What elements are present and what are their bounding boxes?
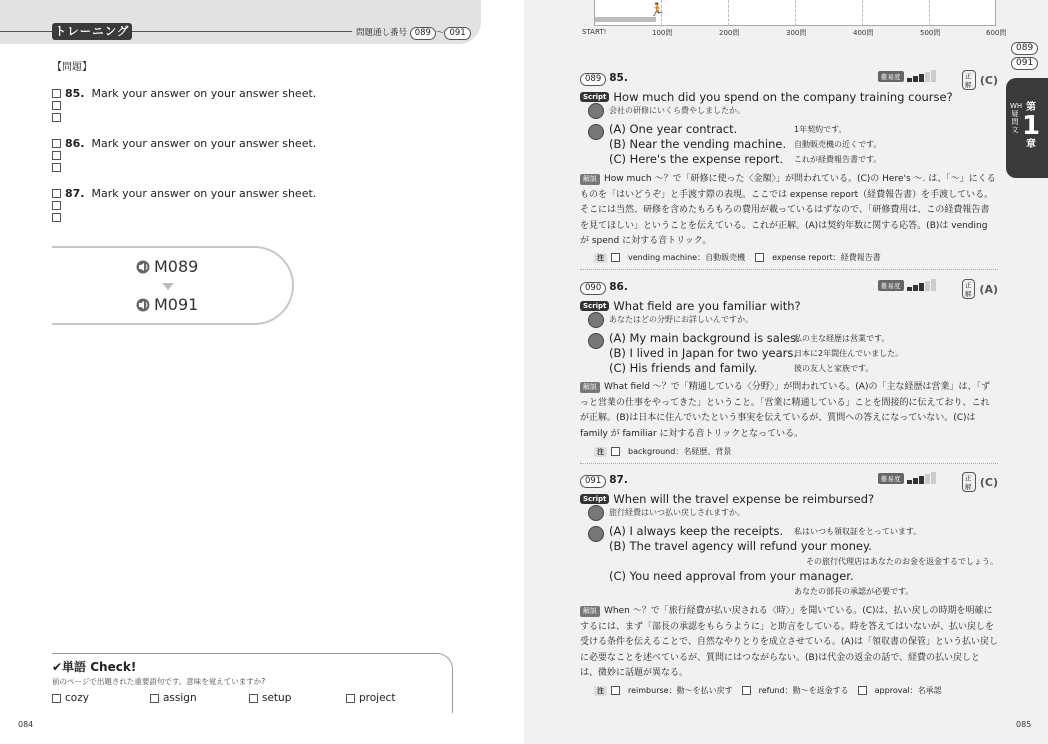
vocab-check-box [52,653,453,713]
item-header: 091 87. 難易度 正解 (C) [580,474,998,488]
vocab-word[interactable]: cozy [52,692,89,704]
answer-badge: 正解 (C) [962,472,998,492]
progress-label: 100問 [652,29,673,37]
question-translation: あなたはどの分野にお詳しいんですか。 [609,315,753,324]
mondai-label: 【問題】 [52,62,92,73]
progress-track [582,0,1007,38]
difficulty-rating: 難易度 [878,70,936,82]
audio-track-end[interactable]: M091 [136,295,198,314]
progress-label: 300問 [786,29,807,37]
vocab-word[interactable]: assign [150,692,197,704]
speaker-icon [136,260,152,274]
script-question: Script How much did you spend on the company training course? [580,90,953,104]
question-87: 87. Mark your answer on your answer sheet. [52,187,316,223]
answer-badge: 正解 (A) [962,279,998,299]
question-85: 85. Mark your answer on your answer sheet. [52,87,316,123]
vocab-word[interactable]: setup [249,692,291,704]
page-number-right: 085 [1016,720,1032,729]
answer-checkbox[interactable] [52,163,61,172]
category-label: WH疑問文 [1010,102,1023,134]
vocab-checkbox[interactable] [150,694,159,703]
australia-flag-icon [588,124,604,140]
question-range: 問題通し番号 089 〜 091 [356,26,471,40]
difficulty-bars [907,472,936,484]
runner-icon: 🏃 [649,3,666,18]
chapter-number: 1 [1021,111,1041,141]
answer-checkbox[interactable] [52,89,61,98]
progress-label: 500問 [920,29,941,37]
page-number-left: 084 [18,720,34,729]
answer-checkbox[interactable] [52,213,61,222]
progress-label: START! [582,28,607,36]
item-header: 090 86. 難易度 正解 (A) [580,281,998,295]
chapter-tab[interactable]: WH疑問文 第 1 章 [1006,78,1048,178]
note-checkbox[interactable] [755,253,764,262]
notes: 注 vending machine：自動販売機 expense report：経費報告書 [594,252,881,263]
left-header [0,0,481,44]
progress-label: 200問 [719,29,740,37]
script-question: Script When will the travel expense be reimbursed? [580,492,874,506]
answer-checkbox[interactable] [52,201,61,210]
us-flag-icon [588,333,604,349]
difficulty-bars [907,70,936,82]
vocab-word[interactable]: project [346,692,395,704]
vocab-subtitle: 前のページで出題された重要語句です。意味を覚えていますか? [52,677,266,686]
arrow-down-icon [162,283,174,290]
progress-label: 400問 [853,29,874,37]
explanation: 解説 When 〜？で「旅行経費が払い戻される〈時〉」を聞いている。(C)は、払い戻しの時期を明確にするには、まず「部長の承認をもらうように」と助言をしている。時を答えてはいないが、払い戻しを受ける条件を伝えることで、自然なやりとりを成立させている。(A)は「領収書の保管」という払い戻しに必要なことを述べているが、質問にはつながらない。(B)は代金の返金の話で、経費の払い戻しとは、微妙に話題が異なる。 [580,606,998,678]
vocab-checkbox[interactable] [249,694,258,703]
explanation: 解説 How much 〜？で「研修に使った〈金額〉」が問われている。(C)の Here's 〜. は、「〜」にくるものを「はいどうぞ」と手渡す際の表現。ここでは expense report（経費報告書）を手渡している。そこには当然、研修を含めたもろもろの費用が載っているはずなので、「研修費用は、この経費報告書を見てほしい」ということを伝えている。これが正解。(A)は契約年数に関する応答。(B)は vending が spend に対する音トリック。 [580,174,996,246]
difficulty-bars [907,279,936,291]
audio-track-box [52,246,294,325]
answer-badge: 正解 (C) [962,70,998,90]
note-checkbox[interactable] [742,686,751,695]
question-translation: 旅行経費はいつ払い戻しされますか。 [609,508,745,517]
item-header: 089 85. 難易度 正解 (C) [580,72,998,86]
us-flag-icon [588,505,604,521]
note-checkbox[interactable] [611,253,620,262]
progress-label: 600問 [986,29,1007,37]
notes: 注 reimburse：動〜を払い戻す refund：動〜を返金する approval：名承認 [594,685,942,696]
note-checkbox[interactable] [858,686,867,695]
difficulty-rating: 難易度 [878,279,936,291]
answer-checkbox[interactable] [52,113,61,122]
answer-checkbox[interactable] [52,151,61,160]
answer-checkbox[interactable] [52,189,61,198]
vocab-checkbox[interactable] [346,694,355,703]
vocab-title: ✔単語 Check! [52,660,137,674]
uk-flag-icon [588,103,604,119]
audio-track-start[interactable]: M089 [136,257,198,276]
section-title: トレーニング [52,23,132,40]
notes: 注 background：名経歴、背景 [594,446,731,457]
difficulty-rating: 難易度 [878,472,936,484]
canada-flag-icon [588,526,604,542]
progress-fill [595,17,656,22]
side-range-pills: 089 091 [1011,42,1038,70]
script-question: Script What field are you familiar with? [580,299,801,313]
answer-checkbox[interactable] [52,139,61,148]
vocab-checkbox[interactable] [52,694,61,703]
speaker-icon [136,298,152,312]
explanation: 解説 What field 〜？で「精通している〈分野〉」が問われている。(A)の「主な経歴は営業」は、「ずっと営業の仕事をやってきた」ということ。「営業に精通している」ことを間接的に伝えており、これが正解。(B)は日本に住んでいたという事実を伝えているが、質問への答えになっていない。(C)は family が familiar に対する音トリックとなっている。 [580,382,990,439]
australia-flag-icon [588,312,604,328]
right-page: 🏃 START! 100問 200問 300問 400問 500問 600問 089 091 WH疑問文 第 1 章 089 85. 難易度 正解 (C) Script How much did you spend on the company training course? 会社の研修にいくら費やしましたか。 (A) One year contract. 1年契約です。 (B) Near the vending machine. 自動販売機の近くです。 (C) Here's the expense report. これが経費報告書です。 解説 How much 〜？で「研修に使った〈金額〉」が問われている。(C)の Here's 〜. は、「〜」にくるものを「はいどうぞ」と手渡す際の表現。ここでは expense report（経費報告書）を手渡している。そこには当然、研修を含めたもろもろの費用が載っているはずなので、「研修費用は、この経費報告書を見てほしい」ということを伝えている。これが正解。(A)は契約年数に関する応答。(B)は vending が spend に対する音トリック。 注 vending machine：自動販売機 expense report：経費報告書 090 86. 難易度 正解 (A) Script What field are you familiar with? あなたはどの分野にお詳しいんですか。 (A) My main background is sales. 私の主な経歴は営業です。 (B) I lived in Japan for two years. 日本に2年間住んでいました。 (C) His friends and family. 彼の友人と家族です。 解説 What field 〜？で「精通している〈分野〉」が問われている。(A)の「主な経歴は営業」は、「ずっと営業の仕事をやってきた」ということ。「営業に精通している」ことを間接的に伝えており、これが正解。(B)は日本に住んでいたという事実を伝えているが、質問への答えになっていない。(C)は family が familiar に対する音トリックとなっている。 注 background：名経歴、背景 091 87. 難易度 正解 (C) Script When will the travel expense be reimbursed? 旅行経費はいつ払い戻しされますか。 (A) I always keep the receipts. 私はいつも領収証をとっています。 (B) The travel agency will refund your money. その旅行代理店はあなたのお金を返金するでしょう。 (C) You need approval from your manager. あなたの部長の承認が必要です。 解説 When 〜？で「旅行経費が払い戻される〈時〉」を聞いている。(C)は、払い戻しの時期を明確にするには、まず「部長の承認をもらうように」と助言をしている。時を答えてはいないが、払い戻しを受ける条件を伝えることで、自然なやりとりを成立させている。(A)は「領収書の保管」という払い戻しに必要なことを述べているが、質問にはつながらない。(B)は代金の返金の話で、経費の払い戻しとは、微妙に話題が異なる。 注 reimburse：動〜を払い戻す refund：動〜を返金する approval：名承認 085 [524,0,1048,744]
question-86: 86. Mark your answer on your answer sheet. [52,137,316,173]
answer-checkbox[interactable] [52,101,61,110]
note-checkbox[interactable] [611,447,620,456]
note-checkbox[interactable] [611,686,620,695]
question-translation: 会社の研修にいくら費やしましたか。 [609,106,745,115]
